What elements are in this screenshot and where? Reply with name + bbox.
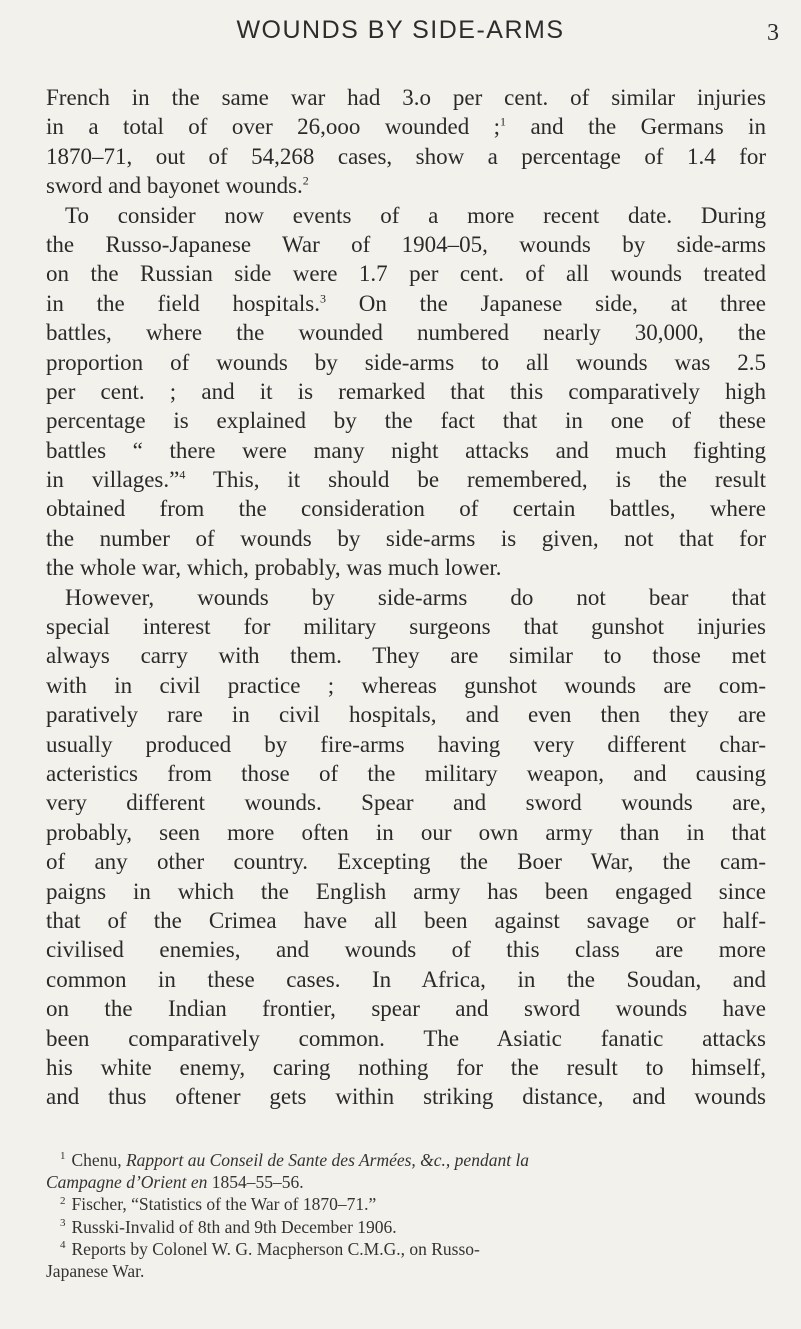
- text-line: that of the Crimea have all been against savage or half-: [46, 907, 766, 933]
- text-line: in villages.”$^4$ This, it should be remembered, is the result: [46, 467, 766, 493]
- footnote-1-cont: Campagne d’Orient en 1854–55–56.: [46, 1172, 304, 1193]
- text-line: probably, seen more often in our own army than in that: [46, 819, 766, 845]
- running-head: [0, 14, 801, 54]
- footnote-3: $^3$ Russki-Invalid of 8th and 9th December 1906.: [60, 1216, 397, 1237]
- text-line: civilised enemies, and wounds of this class are more: [46, 937, 766, 963]
- text-line: always carry with them. They are similar to those met: [46, 643, 766, 669]
- footnote-2: $^2$ Fischer, “Statistics of the War of 1870–71.”: [60, 1194, 377, 1215]
- text-line: and thus oftener gets within striking distance, and wounds: [46, 1084, 766, 1110]
- footnote-mark: 1: [60, 1150, 66, 1163]
- text-line: the Russo-Japanese War of 1904–05, wounds by side-arms: [46, 231, 766, 257]
- text-line: been comparatively common. The Asiatic fanatic attacks: [46, 1025, 766, 1051]
- text-line: the whole war, which, probably, was much lower.: [46, 555, 502, 581]
- text-line: per cent. ; and it is remarked that this comparatively high: [46, 378, 766, 404]
- text-line: However, wounds by side-arms do not bear that: [65, 584, 766, 610]
- text-line: To consider now events of a more recent date. During: [65, 202, 766, 228]
- text-line: obtained from the consideration of certain battles, where: [46, 496, 766, 522]
- page-title: WOUNDS BY SIDE-ARMS: [236, 16, 565, 44]
- footnote-ref: 3: [320, 291, 327, 306]
- footnotes: [46, 1149, 766, 1282]
- body-text: [46, 83, 766, 1112]
- footnote-mark: 4: [60, 1238, 66, 1251]
- text-line: the number of wounds by side-arms is given, not that for: [46, 525, 766, 551]
- text-line: battles, where the wounded numbered nearly 30,000, the: [46, 320, 766, 346]
- footnote-ref: 1: [500, 114, 507, 129]
- text-line: with in civil practice ; whereas gunshot wounds are com-: [46, 672, 766, 698]
- text-line: percentage is explained by the fact that in one of these: [46, 408, 766, 434]
- text-line: battles “ there were many night attacks and much fighting: [46, 437, 766, 463]
- text-line: of any other country. Excepting the Boer War, the cam-: [46, 849, 766, 875]
- footnote-ref: 4: [179, 467, 186, 482]
- text-line: on the Russian side were 1.7 per cent. of all wounds treated: [46, 261, 766, 287]
- text-line: sword and bayonet wounds.$^2$: [46, 173, 309, 199]
- text-line: special interest for military surgeons that gunshot injuries: [46, 614, 766, 640]
- text-line: usually produced by fire-arms having very different char-: [46, 731, 766, 757]
- text-line: paigns in which the English army has been engaged since: [46, 878, 766, 904]
- text-line: French in the same war had 3.o per cent. of similar injuries: [46, 85, 766, 110]
- text-line: proportion of wounds by side-arms to all wounds was 2.5: [46, 349, 766, 375]
- footnote-4: $^4$ Reports by Colonel W. G. Macpherson C.M.G., on Russo-: [60, 1238, 480, 1259]
- text-line: his white enemy, caring nothing for the result to himself,: [46, 1054, 766, 1080]
- text-line: in the field hospitals.$^3$ On the Japanese side, at three: [46, 290, 767, 316]
- footnote-1: $^1$ Chenu, Rapport au Conseil de Sante des Armées, &c., pendant la: [60, 1150, 530, 1170]
- footnote-mark: 2: [60, 1194, 66, 1207]
- footnote-mark: 3: [60, 1216, 66, 1229]
- text-line: in a total of over 26,ooo wounded ;$^1$ and the Germans in: [46, 114, 766, 140]
- footnote-4-cont: Japanese War.: [46, 1260, 145, 1281]
- page-number: 3: [767, 20, 779, 46]
- text-line: acteristics from those of the military weapon, and causing: [46, 760, 766, 786]
- text-line: common in these cases. In Africa, in the Soudan, and: [46, 966, 766, 992]
- footnote-ref: 2: [302, 173, 309, 188]
- text-line: on the Indian frontier, spear and sword wounds have: [46, 996, 766, 1022]
- text-line: 1870–71, out of 54,268 cases, show a percentage of 1.4 for: [46, 143, 766, 169]
- text-line: paratively rare in civil hospitals, and even then they are: [46, 702, 766, 728]
- text-line: very different wounds. Spear and sword wounds are,: [46, 790, 766, 816]
